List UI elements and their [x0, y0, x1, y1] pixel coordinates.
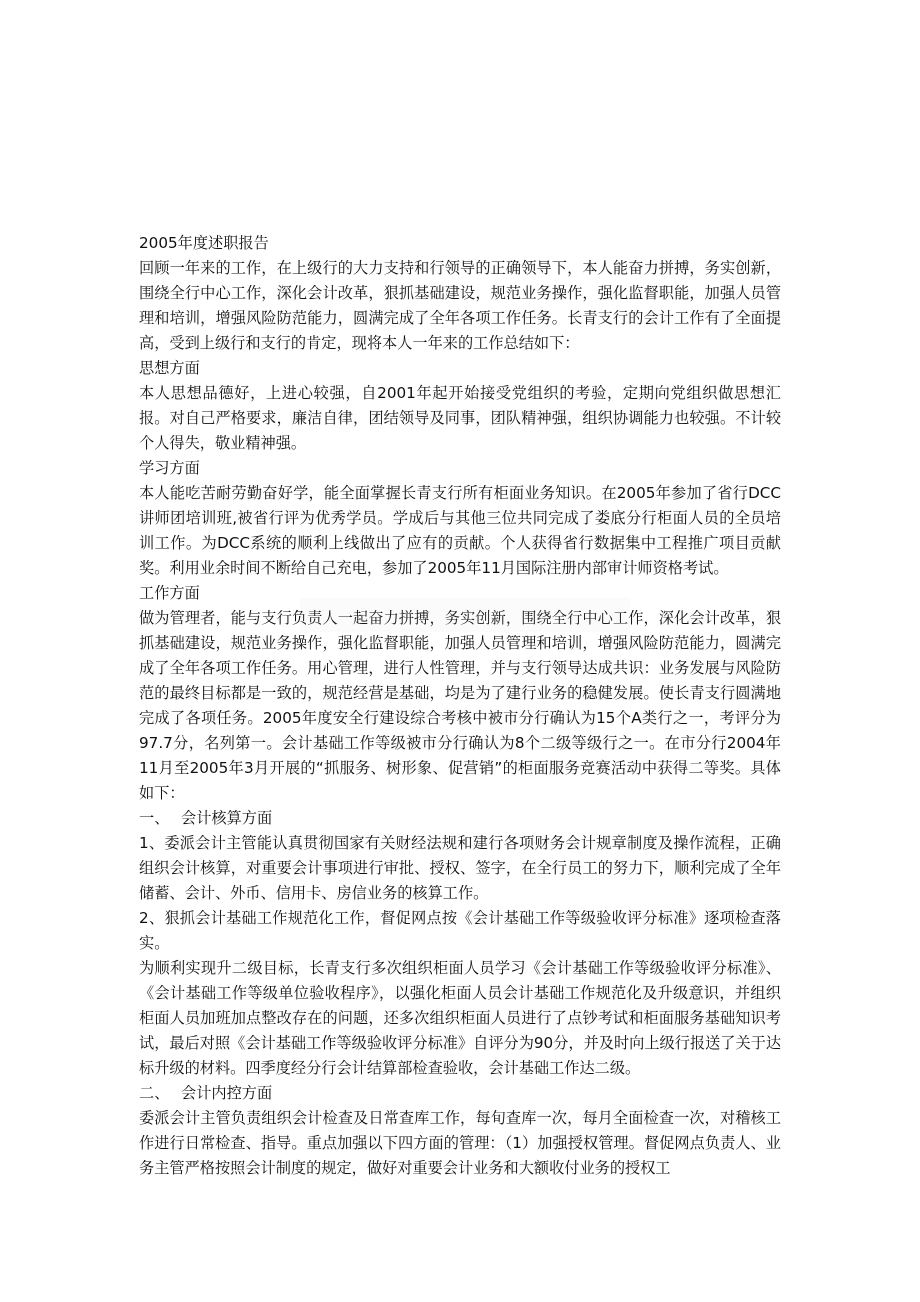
part1-number: 一、: [139, 809, 170, 827]
part2-title: 会计内控方面: [181, 1084, 273, 1102]
document-title: 2005年度述职报告: [139, 234, 269, 252]
section-body-ideology: 本人思想品德好，上进心较强，自2001年起开始接受党组织的考验，定期向党组织做思想汇报。对自己严格要求，廉洁自律，团结领导及同事，团队精神强，组织协调能力也较强。不计较个人得失，敬业精神强。: [139, 384, 781, 452]
report-document: [139, 231, 781, 1181]
section-body-study: 本人能吃苦耐劳勤奋好学，能全面掌握长青支行所有柜面业务知识。在2005年参加了省行DCC讲师团培训班,被省行评为优秀学员。学成后与其他三位共同完成了娄底分行柜面人员的全员培训工作。为DCC系统的顺利上线做出了应有的贡献。个人获得省行数据集中工程推广项目贡献奖。利用业余时间不断给自己充电，参加了2005年11月国际注册内部审计师资格考试。: [139, 484, 781, 577]
part1-heading: [139, 806, 781, 831]
section-heading-work: 工作方面: [139, 584, 200, 602]
section-heading-ideology: 思想方面: [139, 359, 200, 377]
intro-paragraph: 回顾一年来的工作，在上级行的大力支持和行领导的正确领导下，本人能奋力拼搏，务实创新，围绕全行中心工作，深化会计改革，狠抓基础建设，规范业务操作，强化监督职能，加强人员管理和培训，增强风险防范能力，圆满完成了全年各项工作任务。长青支行的会计工作有了全面提高，受到上级行和支行的肯定，现将本人一年来的工作总结如下：: [139, 259, 781, 352]
part2-heading: [139, 1081, 781, 1106]
part1-item1: 1、委派会计主管能认真贯彻国家有关财经法规和建行各项财务会计规章制度及操作流程，正确组织会计核算，对重要会计事项进行审批、授权、签字，在全行员工的努力下，顺利完成了全年储蓄、会计、外币、信用卡、房信业务的核算工作。: [139, 834, 781, 902]
part2-body: 委派会计主管负责组织会计检查及日常查库工作，每旬查库一次，每月全面检查一次，对稽核工作进行日常检查、指导。重点加强以下四方面的管理：（1）加强授权管理。督促网点负责人、业务主管严格按照会计制度的规定，做好对重要会计业务和大额收付业务的授权工: [139, 1109, 781, 1177]
part1-item2-detail: 为顺利实现升二级目标，长青支行多次组织柜面人员学习《会计基础工作等级验收评分标准》、《会计基础工作等级单位验收程序》，以强化柜面人员会计基础工作规范化及升级意识，并组织柜面人员加班加点整改存在的问题，还多次组织柜面人员进行了点钞考试和柜面服务基础知识考试，最后对照《会计基础工作等级验收评分标准》自评分为90分，并及时向上级行报送了关于达标升级的材料。四季度经分行会计结算部检查验收，会计基础工作达二级。: [139, 959, 782, 1077]
section-heading-study: 学习方面: [139, 459, 200, 477]
part1-item2: 2、狠抓会计基础工作规范化工作，督促网点按《会计基础工作等级验收评分标准》逐项检查落实。: [139, 909, 781, 952]
part1-title: 会计核算方面: [181, 809, 273, 827]
section-body-work: 做为管理者，能与支行负责人一起奋力拼搏，务实创新，围绕全行中心工作，深化会计改革，狠抓基础建设，规范业务操作，强化监督职能，加强人员管理和培训，增强风险防范能力，圆满完成了全年各项工作任务。用心管理，进行人性管理，并与支行领导达成共识：业务发展与风险防范的最终目标都是一致的，规范经营是基础，均是为了建行业务的稳健发展。使长青支行圆满地完成了各项任务。2005年度安全行建设综合考核中被市分行确认为15个A类行之一，考评分为97.7分，名列第一。会计基础工作等级被市分行确认为8个二级等级行之一。在市分行2004年11月至2005年3月开展的“抓服务、树形象、促营销”的柜面服务竞赛活动中获得二等奖。具体如下：: [139, 609, 781, 802]
part2-number: 二、: [139, 1084, 170, 1102]
